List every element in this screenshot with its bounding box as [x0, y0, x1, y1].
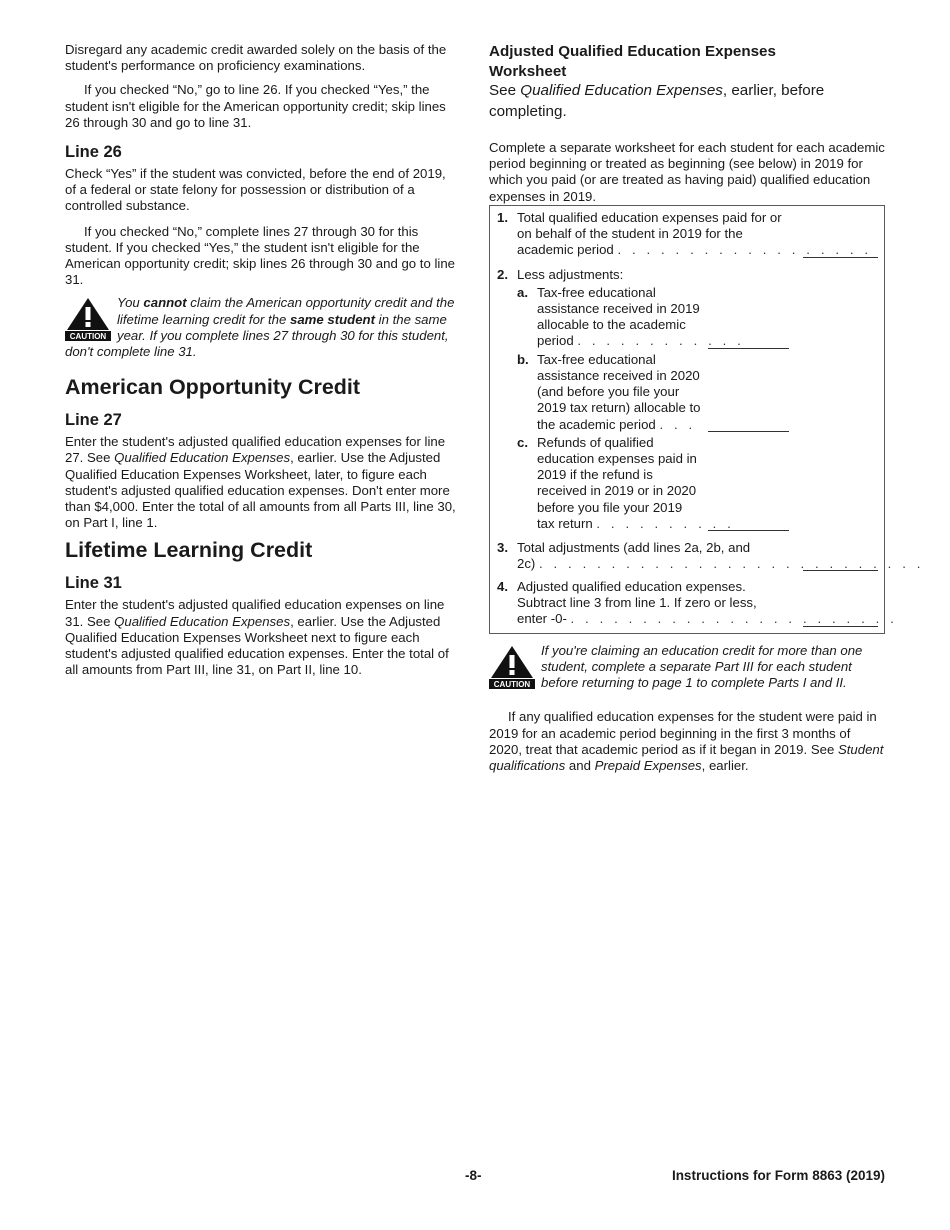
right-column	[489, 42, 924, 774]
ws-line-2c-text-1: Refunds of qualified	[537, 434, 654, 450]
ws-line-4-amount-field[interactable]	[803, 626, 878, 627]
paragraph-academic-credit: Disregard any academic credit awarded solely on the basis of the student's performance on proficiency examinations.	[65, 42, 447, 74]
caution-icon	[489, 645, 535, 689]
ws-line-2c-text-3: 2019 if the refund is	[537, 467, 653, 483]
caution1-t3: in the same year. If you complete lines 27 through 30 for this student, don't complete line 31.	[65, 311, 449, 360]
caution-icon-label: CAUTION	[493, 679, 531, 689]
footer-title: Instructions for Form 8863 (2019)	[671, 1168, 885, 1183]
p-last-italic-2: Prepaid Expenses	[594, 758, 702, 774]
heading-line-27: Line 27	[65, 411, 122, 430]
p5-italic: Qualified Education Expenses	[114, 450, 291, 466]
ws-line-2c-text-6: tax return	[537, 515, 593, 531]
heading-line-31: Line 31	[65, 574, 122, 593]
worksheet-title-line1: Adjusted Qualified Education Expenses	[489, 43, 776, 60]
paragraph-checked-no-line25: If you checked “No,” go to line 26. If you checked “Yes,” the student isn't eligible for the American opportunity credit; skip lines 26 through 30 and go to line 31.	[65, 82, 446, 130]
caution1-t2: claim the American opportunity credit and the lifetime learning credit for the	[117, 295, 455, 327]
paragraph-line-27	[65, 434, 460, 531]
caution-note-same-student	[65, 295, 460, 360]
ws-line-2a-text-1: Tax-free educational	[537, 284, 656, 300]
heading-lifetime-learning-credit: Lifetime Learning Credit	[65, 538, 313, 563]
ws-line-4-text-a: Adjusted qualified education expenses.	[517, 578, 746, 594]
p5-a: Enter the student's adjusted qualified education expenses for line 27. See	[65, 434, 446, 466]
heading-american-opportunity-credit: American Opportunity Credit	[65, 375, 361, 400]
ws-line-2b-letter: b.	[517, 351, 529, 367]
caution1-b2: same student	[289, 311, 375, 327]
left-column	[65, 42, 460, 678]
p5-b: , earlier. Use the Adjusted Qualified Education Expenses Worksheet, later, to figure each student's adjusted qualified education expenses. Don't enter more than $4,000. Enter the total of all amounts from all Parts III, line 30, on Part I, line 1.	[65, 450, 456, 531]
ws-line-2b-text-5: the academic period	[537, 416, 656, 432]
ws-line-2a-text-2: assistance received in 2019	[537, 301, 700, 317]
caution-icon	[65, 297, 111, 341]
paragraph-line-26: Check “Yes” if the student was convicted, before the end of 2019, of a federal or state felony for possession or distribution of a controlled substance.	[65, 166, 446, 214]
ws-line-2b-text-1: Tax-free educational	[537, 351, 656, 367]
ws-line-2a-text-4: period	[537, 333, 574, 349]
ws-line-2b-amount-field[interactable]	[708, 431, 789, 432]
caution1-b1: cannot	[143, 295, 187, 311]
worksheet-intro: Complete a separate worksheet for each student for each academic period beginning or treated as beginning (see below) in 2019 for which you paid (or are treated as having paid) qualified education expenses in 2019.	[489, 140, 885, 204]
ws-line-4-num: 4.	[497, 578, 508, 594]
p-last-a: If any qualified education expenses for the student were paid in 2019 for an academic period beginning in the first 3 months of 2020, treat that academic period as if it began in 2019. See	[489, 709, 877, 757]
ws-line-4-text-c: enter -0-	[517, 611, 567, 627]
paragraph-prepaid-expenses	[489, 709, 885, 774]
ws-line-2b-text-3: (and before you file your	[537, 384, 680, 400]
p-last-c: , earlier.	[701, 758, 749, 774]
worksheet-table: 1. Total qualified education expenses paid for or on behalf of the student in 2019 for the academic period . . . . . . . . . . . . . . . . . . 2. Less adjustments: a. Tax-free educational assistance received in 2019 allocable to the academic period . . . . . . . . . . . . b. Tax-free educational assistance received in 2020 (and before you file your 2019 tax return) allocable to the academic period . . . c. Refunds of qualified education expenses paid in 2019 if the refund is received in 2019 or in 2020 before you file your 2019 tax return . . . . . . . . . . 3. Total adjustments (add lines 2a, 2b, and 2c) . . . . . . . . . . . . . . . . . . . . . . . . . . . 4. Adjusted qualified education expenses. Subtract line 3 from line 1. If zero or less, enter -0- . . . . . . . . . . . . . . . . . . . . . . .	[489, 205, 885, 634]
paragraph-line-31	[65, 597, 460, 678]
caution-icon-label: CAUTION	[69, 332, 107, 342]
ws-line-2c-text-2: education expenses paid in	[537, 451, 697, 467]
ws-line-4-text-b: Subtract line 3 from line 1. If zero or less,	[517, 595, 757, 611]
p6-italic: Qualified Education Expenses	[114, 613, 291, 629]
ws-line-3-text-b: 2c)	[517, 556, 536, 572]
ws-line-2c-text-4: received in 2019 or in 2020	[537, 483, 697, 499]
p-last-b: and	[565, 758, 595, 774]
p-last-italic-1: Student qualifications	[489, 741, 884, 774]
worksheet-subtitle	[489, 81, 885, 122]
ws-line-3-text-a: Total adjustments (add lines 2a, 2b, and	[517, 539, 751, 555]
ws-line-2c-amount-field[interactable]	[708, 530, 789, 531]
ws-sub-italic: Qualified Education Expenses	[520, 82, 723, 99]
ws-line-1-text-a: Total qualified education expenses paid for or	[517, 209, 782, 225]
caution2-text: If you're claiming an education credit for more than one student, complete a separate Part III for each student before returning to page 1 to complete Parts I and II.	[541, 642, 863, 691]
ws-line-2a-amount-field[interactable]	[708, 348, 789, 349]
ws-line-2-num: 2.	[497, 266, 508, 282]
ws-line-2a-text-3: allocable to the academic	[537, 317, 686, 333]
ws-line-3-num: 3.	[497, 539, 508, 555]
worksheet-title-line2: Worksheet	[489, 62, 567, 80]
ws-line-2b-text-2: assistance received in 2020	[537, 368, 700, 384]
ws-line-2c-text-5: before you file your 2019	[537, 499, 683, 515]
ws-sub-b: , earlier, before completing.	[489, 82, 825, 120]
ws-line-1-amount-field[interactable]	[803, 257, 878, 258]
ws-line-1-num: 1.	[497, 209, 508, 225]
ws-line-1-text-c: academic period	[517, 242, 614, 258]
caution-note-multiple-students	[489, 643, 885, 692]
heading-line-26: Line 26	[65, 143, 122, 162]
p6-a: Enter the student's adjusted qualified education expenses on line 31. See	[65, 597, 445, 629]
paragraph-checked-no-line26: If you checked “No,” complete lines 27 through 30 for this student. If you checked “Yes,” the student isn't eligible for the American opportunity credit; skip lines 26 through 30 and go to line 31.	[65, 223, 455, 288]
ws-line-2a-letter: a.	[517, 284, 528, 300]
ws-line-2b-text-4: 2019 tax return) allocable to	[537, 400, 701, 416]
ws-line-2c-letter: c.	[517, 434, 528, 450]
ws-line-1-text-b: on behalf of the student in 2019 for the	[517, 226, 743, 242]
page-number: -8-	[465, 1168, 482, 1183]
ws-line-2-text: Less adjustments:	[517, 266, 624, 282]
ws-line-3-amount-field[interactable]	[803, 570, 878, 571]
p6-b: , earlier. Use the Adjusted Qualified Education Expenses Worksheet next to figure each student's adjusted qualified education expenses. Enter the total of all amounts from Part III, line 31, on Part II, line 10.	[65, 613, 449, 678]
ws-sub-a: See	[489, 82, 521, 99]
caution1-t1: You	[117, 295, 144, 311]
